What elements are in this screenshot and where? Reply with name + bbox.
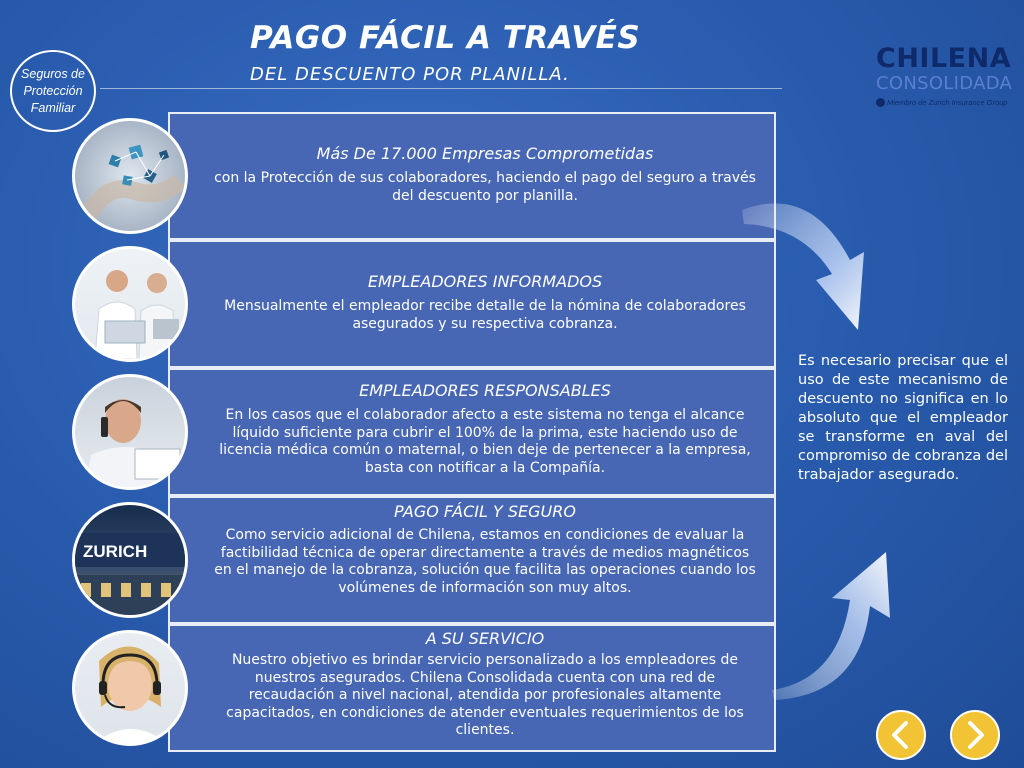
zurich-sign-text: ZURICH bbox=[83, 542, 148, 561]
page-title: PAGO FÁCIL A TRAVÉS bbox=[250, 20, 641, 56]
logo-tagline: Miembro de Zurich Insurance Group bbox=[887, 98, 1008, 107]
page-subtitle: DEL DESCUENTO POR PLANILLA. bbox=[250, 64, 570, 85]
badge-line-3: Familiar bbox=[30, 100, 76, 115]
photo-call-center-agent bbox=[72, 630, 188, 746]
photo-network-hands bbox=[72, 118, 188, 234]
section-panel-3 bbox=[168, 368, 776, 496]
logo-tagline-row bbox=[876, 98, 1012, 107]
logo-line-1: CHILENA bbox=[876, 43, 1012, 74]
curved-arrow-down-icon bbox=[740, 190, 900, 340]
photo-zurich-building bbox=[72, 502, 188, 618]
previous-button[interactable] bbox=[876, 710, 926, 760]
section-panel-5 bbox=[168, 624, 776, 752]
side-note: Es necesario precisar que el uso de este mecanismo de descuento no significa en lo absoluto que el empleador se transforme en aval del compromiso de cobranza del trabajador asegurado. bbox=[798, 353, 1008, 483]
section-body-1: con la Protección de sus colaboradores, haciendo el pago del seguro a través del descuento por planilla. bbox=[214, 170, 756, 204]
chevron-right-icon bbox=[962, 720, 988, 750]
network-cubes-icon bbox=[75, 121, 185, 231]
badge-line-1: Seguros de bbox=[21, 66, 85, 81]
section-body-4: Como servicio adicional de Chilena, estamos en condiciones de evaluar la factibilidad técnica de operar directamente a través de medios magnéticos en el manejo de la cobranza, solución que facilita las operaciones cuando los volúmenes de información son muy altos. bbox=[214, 527, 756, 596]
section-panel-1 bbox=[168, 112, 776, 240]
section-panel-2 bbox=[168, 240, 776, 368]
badge-line-2: Protección bbox=[23, 83, 83, 98]
section-heading-5: A SU SERVICIO bbox=[425, 629, 545, 648]
logo-line-2: CONSOLIDADA bbox=[876, 73, 1013, 94]
next-button[interactable] bbox=[950, 710, 1000, 760]
company-logo bbox=[876, 44, 1012, 107]
product-badge bbox=[10, 50, 96, 132]
title-divider bbox=[100, 88, 782, 89]
section-heading-3: EMPLEADORES RESPONSABLES bbox=[359, 381, 611, 400]
photo-man-phone bbox=[72, 374, 188, 490]
headset-agent-icon bbox=[75, 633, 185, 743]
photo-business-meeting bbox=[72, 246, 188, 362]
curved-arrow-up-icon bbox=[768, 540, 898, 700]
zurich-dot-icon bbox=[876, 98, 885, 107]
section-heading-1: Más De 17.000 Empresas Comprometidas bbox=[316, 144, 654, 163]
section-heading-2: EMPLEADORES INFORMADOS bbox=[367, 272, 603, 291]
man-on-phone-icon bbox=[75, 377, 185, 487]
section-body-5: Nuestro objetivo es brindar servicio personalizado a los empleadores de nuestros asegurados. Chilena Consolidada cuenta con una red de recaudación a nivel nacional, atendida por profesionales altamente capacitados, en condiciones de atender eventuales requerimientos de los clientes. bbox=[226, 652, 744, 738]
chevron-left-icon bbox=[888, 720, 914, 750]
section-heading-4: PAGO FÁCIL Y SEGURO bbox=[394, 502, 576, 521]
section-panel-4 bbox=[168, 496, 776, 624]
section-body-2: Mensualmente el empleador recibe detalle de la nómina de colaboradores asegurados y su respectiva cobranza. bbox=[224, 298, 746, 332]
zurich-building-icon bbox=[75, 505, 185, 615]
business-people-icon bbox=[75, 249, 185, 359]
section-body-3: En los casos que el colaborador afecto a este sistema no tenga el alcance líquido suficiente para cubrir el 100% de la prima, este haciendo uso de licencia médica común o maternal, o bien deje de pertenecer a la empresa, basta con notificar a la Compañía. bbox=[219, 407, 751, 476]
